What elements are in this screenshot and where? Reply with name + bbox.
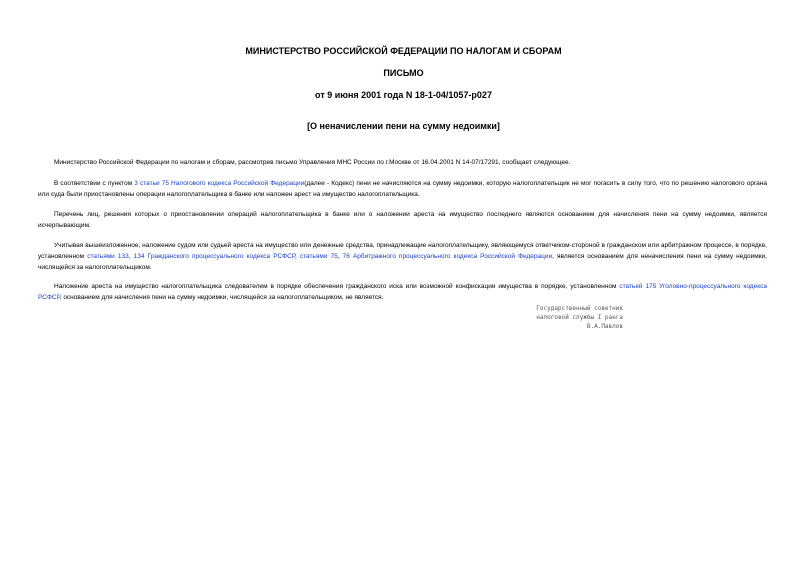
link-tax-code-article-75[interactable]: 3 статьи 75 Налогового кодекса Российской Федерации [134,179,305,187]
paragraph-4-separator: , [128,252,134,260]
link-civil-code-article-133[interactable]: статьями 133 [87,252,129,260]
link-arbitration-code-article-75[interactable]: статьями 75 [299,252,338,260]
paragraph-1: Министерство Российской Федерации по налогам и сборам, рассмотрев письмо Управления МНС России по г.Москве от 16.04.2001 N 14-07/17291, сообщает следующее. [54,158,571,166]
paragraph-5 [38,281,767,303]
document-type-heading: ПИСЬМО [383,68,424,78]
link-arbitration-code-article-76[interactable]: 76 Арбитражного процессуального кодекса Российской Федерации [342,252,553,260]
paragraph-4-text-before: Учитывая вышеизложенное, наложение судом или судьей ареста на имущество или денежные средства, принадлежащие налогоплательщику, являющемуся ответчиком-стороной в гражданском или арбитражном процессе, в порядке, установленном [38,241,767,260]
paragraph-4 [38,240,767,273]
signature-title-line-1: Государственный советник [536,305,623,312]
paragraph-4-text-after: , является основанием для неначисления пени на сумму недоимки, числящейся за налогоплательщиком. [38,252,767,271]
document-subject: [О неначислении пени на сумму недоимки] [307,121,500,131]
paragraph-5-text-after: , основанием для начисления пени на сумму недоимки, числящейся за налогоплательщиком, не является. [59,293,384,301]
paragraph-2 [38,178,767,200]
paragraph-5-text-before: Наложение ареста на имущество налогоплательщика следователем в порядке обеспечения гражданского иска или возможной конфискации имущества в порядке, установленном [54,282,620,290]
link-civil-code-article-134[interactable]: 134 Гражданского процессуального кодекса РСФСР [133,252,295,260]
paragraph-2-text-after: (далее - Кодекс) пени не начисляются на сумму недоимки, которую налогоплательщик не мог погасить в силу того, что по решению налогового органа или суда были приостановлены операции налогоплательщика в банке или наложен арест на имущество налогоплательщика. [38,179,767,198]
ministry-heading: МИНИСТЕРСТВО РОССИЙСКОЙ ФЕДЕРАЦИИ ПО НАЛОГАМ И СБОРАМ [245,46,562,56]
paragraph-2-text-before: В соответствии с пунктом [54,179,135,187]
signature-title-line-2: налоговой службы I ранга [536,314,623,321]
document-date-number: от 9 июня 2001 года N 18-1-04/1057-р027 [315,90,492,100]
paragraph-4-separator: , [294,252,300,260]
signature-name: В.А.Павлов [586,323,623,330]
paragraph-3: Перечень лиц, решения которых о приостановлении операций налогоплательщика в банке или о наложении ареста на имущество последнего являются основанием для начисления пени на сумму недоимки, является исчерпывающим. [38,210,767,229]
paragraph-4-separator: , [337,252,343,260]
signature-block [510,304,623,331]
link-criminal-code-article-175[interactable]: статьей 175 Уголовно-процессуального кодекса РСФСР [38,282,767,301]
